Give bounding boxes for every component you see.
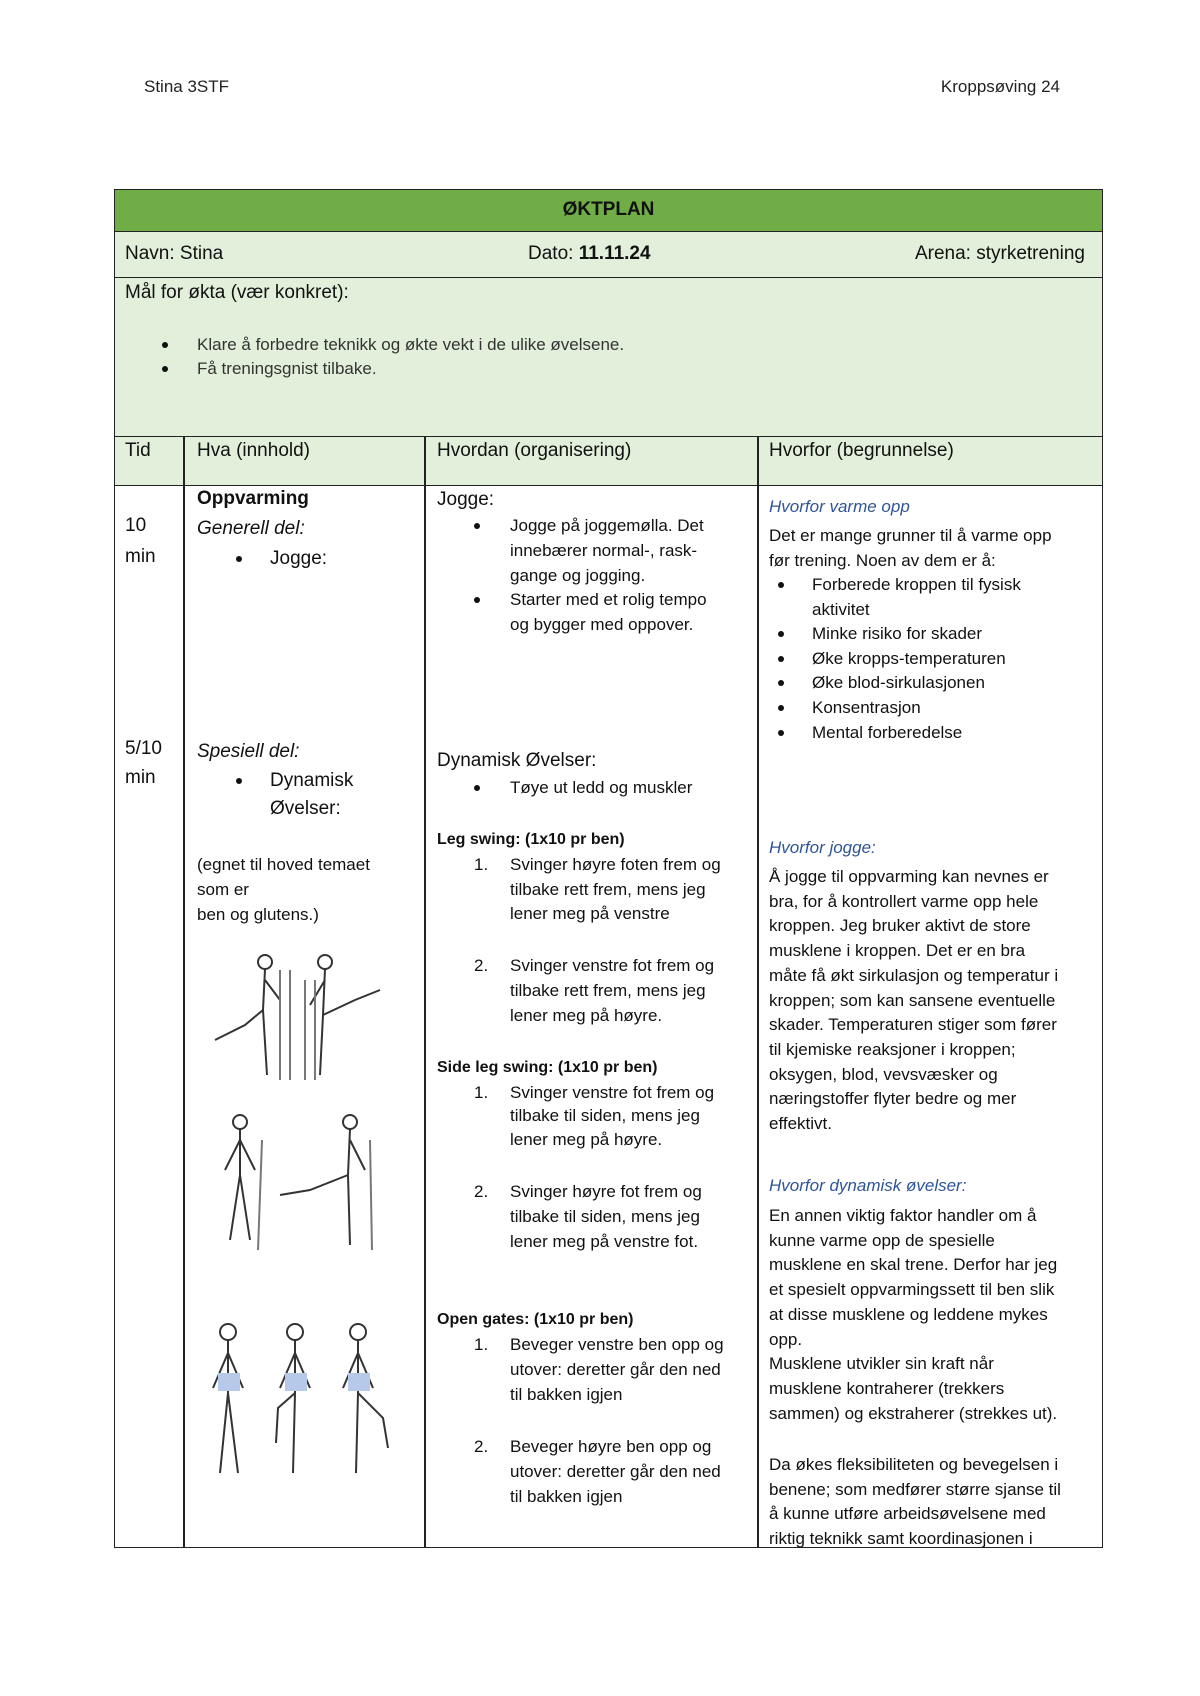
time-1: 10: [125, 515, 147, 536]
header-left: Stina 3STF: [144, 77, 230, 96]
reason-paragraph: [769, 1453, 1061, 1552]
reason-paragraph: [769, 865, 1058, 1137]
step-line: til bakken igjen: [510, 1487, 623, 1506]
step-line: lener meg på høyre.: [510, 1006, 663, 1025]
text-line: kroppen. Jeg bruker aktivt de store: [769, 916, 1031, 936]
text-line: Det er mange grunner til å varme opp: [769, 526, 1052, 545]
text-line: kroppen; som kan sansene eventuelle: [769, 990, 1056, 1010]
step-line: tilbake rett frem, mens jeg: [510, 981, 706, 1000]
text-line: Å jogge til oppvarming kan nevnes er: [769, 867, 1049, 886]
text-line: at disse musklene og leddene mykes: [769, 1304, 1048, 1324]
open-gates-title: Open gates: (1x10 pr ben): [437, 1311, 634, 1328]
leg-swing-illustration: [195, 950, 395, 1085]
text-line: oksygen, blod, vevsvæsker og: [769, 1064, 998, 1084]
plan-title: ØKTPLAN: [562, 199, 655, 220]
note-line: (egnet til hoved temaet: [197, 855, 370, 874]
item-number: 2.: [474, 1437, 489, 1456]
dyn-item: Tøye ut ledd og muskler: [510, 778, 693, 797]
time-1-unit: min: [125, 546, 156, 567]
text-line: musklene kontraherer (trekkers: [769, 1378, 1005, 1398]
reason-heading: Hvorfor varme opp: [769, 497, 910, 516]
step-line: tilbake til siden, mens jeg: [510, 1207, 700, 1226]
reason-bullet-item: Øke kropps-temperaturen: [812, 648, 1006, 668]
item-number: 1.: [474, 855, 489, 874]
text-line: kunne varme opp de spesielle: [769, 1230, 995, 1250]
jogge-line: Jogge på joggemølla. Det: [510, 516, 704, 535]
text-line: musklene i kroppen. Det er en bra: [769, 941, 1026, 961]
dyn-title: Dynamisk Øvelser:: [437, 750, 597, 771]
text-line: riktig teknikk samt koordinasjonen i: [769, 1529, 1033, 1549]
reason-bullet-item: Minke risiko for skader: [812, 624, 983, 644]
time-2-unit: min: [125, 767, 156, 788]
text-line: til kjemiske reaksjoner i kroppen;: [769, 1039, 1016, 1059]
goal-item: Klare å forbedre teknikk og økte vekt i de ulike øvelsene.: [197, 335, 625, 354]
arena-field: Arena: styrketrening: [914, 243, 1085, 264]
text-line: et spesielt oppvarmingssett til ben slik: [769, 1280, 1055, 1300]
special-item: Dynamisk: [270, 770, 354, 791]
step-line: lener meg på venstre: [510, 904, 670, 923]
name-field: Navn: Stina: [125, 243, 224, 264]
text-line: å kunne utføre arbeidsøvelsene med: [769, 1504, 1046, 1524]
date-label: Dato:: [528, 243, 579, 264]
text-line: sammen) og ekstraherer (strekkes ut).: [769, 1403, 1058, 1423]
text-line: Musklene utvikler sin kraft når: [769, 1354, 994, 1374]
date-field: [528, 242, 651, 266]
text-line: benene; som medfører større sjanse til: [769, 1479, 1061, 1499]
reason-bullet-item: Mental forberedelse: [812, 722, 963, 742]
jogge-line: og bygger med oppover.: [510, 615, 694, 634]
reason-bullets: [769, 573, 1021, 745]
reason-heading: Hvorfor jogge:: [769, 838, 876, 857]
leg-swing-title: Leg swing: (1x10 pr ben): [437, 831, 625, 848]
item-number: 1.: [474, 1335, 489, 1354]
text-line: bra, for å kontrollert varme opp hele: [769, 891, 1039, 911]
text-line: opp.: [769, 1329, 803, 1349]
warmup-title: Oppvarming: [197, 488, 309, 509]
jogge-line: Starter med et rolig tempo: [510, 590, 707, 609]
goal-label: Mål for økta (vær konkret):: [125, 282, 349, 303]
bullet-icon: [778, 705, 784, 711]
col-header-hvordan: Hvordan (organisering): [437, 440, 632, 461]
time-2: 5/10: [125, 738, 162, 759]
col-header-hva: Hva (innhold): [197, 440, 310, 461]
text-line: En annen viktig faktor handler om å: [769, 1206, 1037, 1225]
date-value: 11.11.24: [578, 243, 651, 264]
reason-bullet-item: aktivitet: [812, 599, 870, 619]
reason-bullet-item: Konsentrasjon: [812, 697, 921, 717]
general-item: Jogge:: [270, 548, 328, 569]
text-line: før trening. Noen av dem er å:: [769, 550, 996, 570]
text-line: næringstoffer flyter bedre og mer: [769, 1089, 1017, 1109]
side-leg-swing-title: Side leg swing: (1x10 pr ben): [437, 1059, 658, 1076]
step-line: utover: deretter går den ned: [510, 1360, 721, 1379]
note-line: som er: [197, 880, 249, 899]
note-line: ben og glutens.): [197, 905, 319, 924]
reason-paragraph: [769, 524, 1052, 573]
item-number: 2.: [474, 956, 489, 975]
step-line: tilbake rett frem, mens jeg: [510, 880, 706, 899]
open-gates-illustration: [198, 1318, 398, 1483]
bullet-icon: [778, 730, 784, 736]
step-line: Beveger høyre ben opp og: [510, 1437, 712, 1456]
reason-heading: Hvorfor dynamisk øvelser:: [769, 1176, 967, 1195]
step-line: Beveger venstre ben opp og: [510, 1335, 724, 1354]
goal-item: Få treningsgnist tilbake.: [197, 359, 377, 378]
text-line: skader. Temperaturen stiger som fører: [769, 1015, 1057, 1035]
special-item: Øvelser:: [270, 798, 341, 819]
item-number: 1.: [474, 1083, 489, 1102]
item-number: 2.: [474, 1182, 489, 1201]
reason-bullet-item: Øke blod-sirkulasjonen: [812, 673, 985, 693]
step-line: utover: deretter går den ned: [510, 1462, 721, 1481]
step-line: lener meg på høyre.: [510, 1130, 663, 1149]
text-line: effektivt.: [769, 1114, 832, 1134]
jogge-line: innebærer normal-, rask-: [510, 541, 698, 560]
step-line: Svinger venstre fot frem og: [510, 1083, 715, 1102]
step-line: Svinger venstre fot frem og: [510, 956, 715, 975]
jogge-line: gange og jogging.: [510, 566, 646, 585]
step-line: tilbake til siden, mens jeg: [510, 1106, 700, 1125]
bullet-icon: [778, 582, 784, 588]
general-part: Generell del:: [197, 518, 305, 539]
jogge-title: Jogge:: [437, 489, 495, 510]
bullet-icon: [778, 656, 784, 662]
reason-paragraph: [769, 1204, 1057, 1426]
step-line: lener meg på venstre fot.: [510, 1232, 699, 1251]
header-right: Kroppsøving 24: [940, 77, 1060, 96]
col-header-hvorfor: Hvorfor (begrunnelse): [769, 440, 954, 461]
step-line: Svinger høyre foten frem og: [510, 855, 721, 874]
side-leg-swing-illustration: [200, 1110, 400, 1255]
text-line: Da økes fleksibiliteten og bevegelsen i: [769, 1455, 1059, 1474]
step-line: Svinger høyre fot frem og: [510, 1182, 702, 1201]
step-line: til bakken igjen: [510, 1385, 623, 1404]
text-line: musklene en skal trene. Derfor har jeg: [769, 1255, 1058, 1275]
special-part: Spesiell del:: [197, 741, 300, 762]
reason-bullet-item: Forberede kroppen til fysisk: [812, 575, 1021, 594]
col-header-tid: Tid: [125, 440, 151, 461]
text-line: måte få økt sirkulasjon og temperatur i: [769, 965, 1059, 985]
